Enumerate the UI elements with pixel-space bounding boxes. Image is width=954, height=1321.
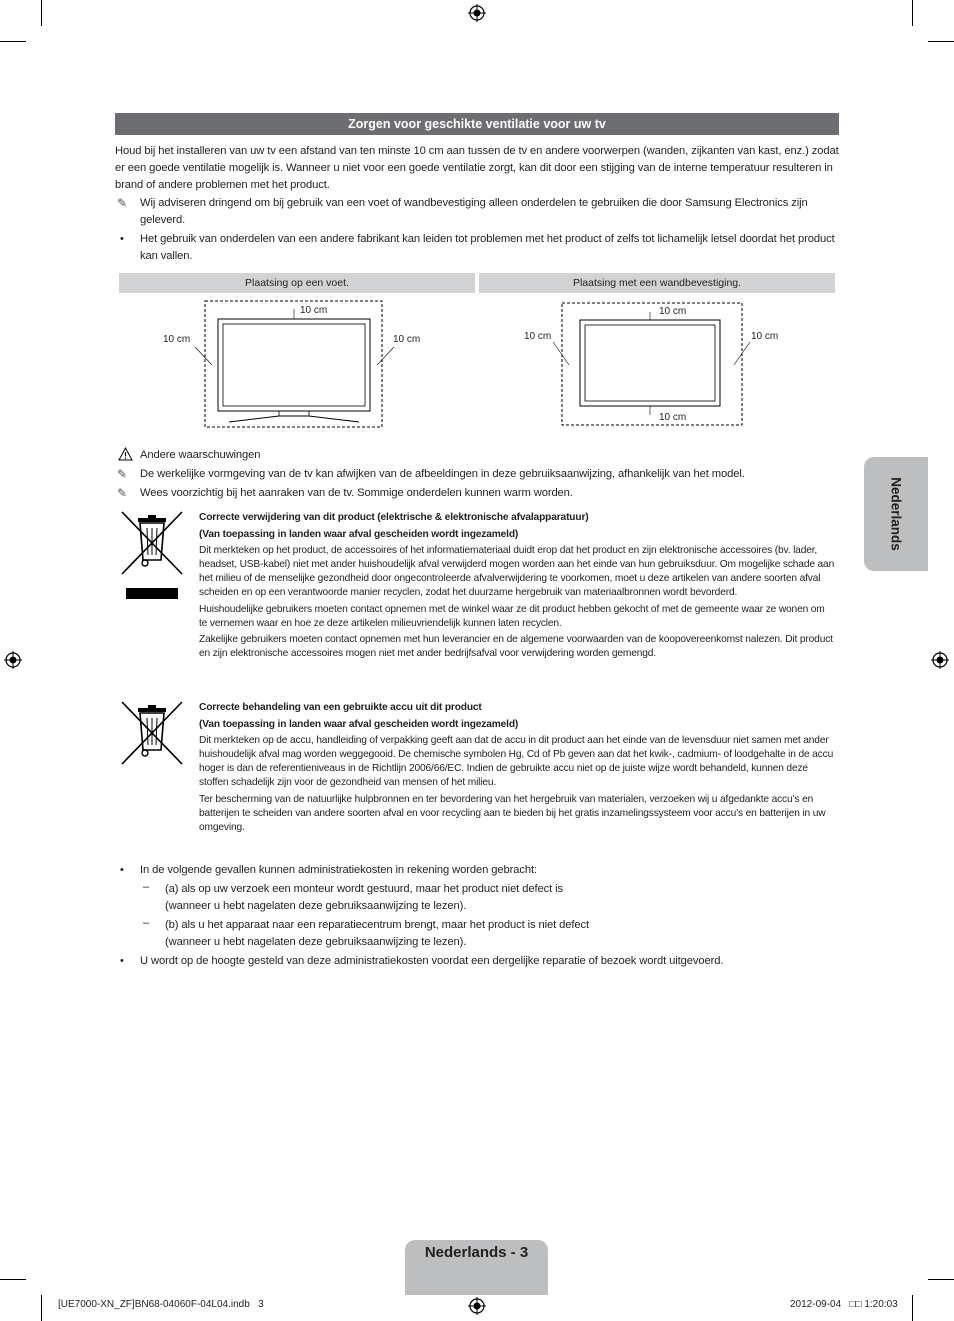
weee-subtitle: (Van toepassing in landen waar afval gescheiden wordt ingezameld)	[199, 529, 519, 540]
crop-mark	[928, 1279, 954, 1280]
note-icon: ✎	[117, 196, 128, 210]
language-tab-label: Nederlands	[888, 477, 904, 551]
crop-mark	[912, 0, 913, 26]
registration-mark-icon	[4, 651, 22, 669]
battery-section	[199, 700, 835, 835]
stand-diagram-title: Plaatsing op een voet.	[119, 273, 475, 293]
weee-paragraph: Huishoudelijke gebruikers moeten contact opnemen met de winkel waar ze dit product hebben gekocht of met de gemeente waar ze wonen om te vernemen waar en hoe ze deze artikelen milieuvriendelijk kunnen laten recyclen.	[199, 604, 825, 629]
clearance-label-right: 10 cm	[751, 331, 779, 342]
page-number: Nederlands - 3	[424, 1244, 529, 1261]
weee-paragraph: Zakelijke gebruikers moeten contact opnemen met hun leverancier en de algemene voorwaarden van de koopovereenkomst nalezen. Dit product en zijn elektronische accessoires mogen niet met ander bedrijfsafval voor verwijdering worden gemengd.	[199, 634, 833, 659]
battery-subtitle: (Van toepassing in landen waar afval gescheiden wordt ingezameld)	[199, 719, 519, 730]
crop-mark	[928, 41, 954, 42]
crop-mark	[912, 1295, 913, 1321]
costs-item: (b) als u het apparaat naar een reparatiecentrum brengt, maar het product is niet defect	[165, 919, 590, 931]
note-paragraph: Wij adviseren dringend om bij gebruik van een voet of wandbevestiging alleen onderdelen te gebruiken die door Samsung Electronics zijn geleverd.	[140, 197, 808, 226]
crop-mark	[41, 1295, 42, 1321]
wall-diagram-title: Plaatsing met een wandbevestiging.	[479, 273, 835, 293]
costs-item: (wanneer u hebt nagelaten deze gebruiksaanwijzing te lezen).	[165, 936, 467, 948]
registration-mark-icon	[468, 4, 486, 22]
weee-paragraph: Dit merkteken op het product, de accessoires of het informatiemateriaal duidt erop dat het product en zijn elektronische accessoires (bv. lader, headset, USB-kabel) niet met ander huishoudelijk afval verwijderd mogen worden aan het einde van hun gebruiksduur. Om mogelijke schade aan het milieu of de menselijke gezondheid door ongecontroleerde afvalverwijdering te voorkomen, moet u deze artikelen van andere soorten afval scheiden en op een verantwoorde manier recyclen, zodat het duurzame hergebruik van materiaalbronnen wordt bevorderd.	[199, 545, 835, 598]
warning-icon	[118, 447, 133, 461]
warnings-heading: Andere waarschuwingen	[140, 449, 261, 461]
bullet-icon: •	[120, 864, 124, 876]
costs-bullet: U wordt op de hoogte gesteld van deze administratiekosten voordat een dergelijke reparatie of bezoek wordt uitgevoerd.	[140, 955, 724, 967]
dash-icon: –	[143, 917, 150, 929]
bullet-icon: •	[120, 233, 124, 245]
note-icon: ✎	[117, 486, 128, 500]
weee-title: Correcte verwijdering van dit product (elektrische & elektronische afvalapparatuur)	[199, 512, 589, 523]
crop-mark	[0, 41, 26, 42]
battery-paragraph: Ter bescherming van de natuurlijke hulpbronnen en ter bevordering van het hergebruik van materialen, verzoeken wij u afgedankte accu’s en batterijen te scheiden van andere soorten afval en voor recycling aan te bieden bij het gratis inzamelingssysteem voor accu’s en batterijen in uw omgeving.	[199, 794, 826, 833]
dash-icon: –	[143, 881, 150, 893]
section-title: Zorgen voor geschikte ventilatie voor uw tv	[115, 113, 839, 135]
warning-note: De werkelijke vormgeving van de tv kan afwijken van de afbeeldingen in deze gebruiksaanwijzing, afhankelijk van het model.	[140, 468, 745, 480]
clearance-label-top: 10 cm	[300, 305, 328, 316]
battery-title: Correcte behandeling van een gebruikte accu uit dit product	[199, 702, 482, 713]
clearance-label-top: 10 cm	[659, 306, 687, 317]
bullet-paragraph: Het gebruik van onderdelen van een andere fabrikant kan leiden tot problemen met het product of zelfs tot lichamelijk letsel doordat het product kan vallen.	[140, 233, 835, 262]
battery-paragraph: Dit merkteken op de accu, handleiding of verpakking geeft aan dat de accu in dit product aan het einde van de levensduur niet samen met ander huishoudelijk afval mag worden weggegooid. De chemische symbolen Hg, Cd of Pb geven aan dat het kwik-, cadmium- of loodgehalte in de accu hoger is dan de referentieniveaus in de Richtlijn 2006/66/EC. Indien de gebruikte accu niet op de juiste wijze wordt behandeld, kunnen deze stoffen schadelijk zijn voor de gezondheid van mensen of het milieu.	[199, 735, 834, 788]
bullet-icon: •	[120, 955, 124, 967]
print-file-info: [UE7000-XN_ZF]BN68-04060F-04L04.indb 3	[58, 1299, 264, 1310]
costs-item: (wanneer u hebt nagelaten deze gebruiksaanwijzing te lezen).	[165, 900, 467, 912]
note-icon: ✎	[117, 467, 128, 481]
intro-paragraph: Houd bij het installeren van uw tv een afstand van ten minste 10 cm aan tussen de tv en andere voorwerpen (wanden, zijkanten van kast, enz.) zodat er een goede ventilatie mogelijk is. Wanneer u niet voor een goede ventilatie zorgt, kan dit door een stijging van de interne temperatuur resulteren in brand of andere problemen met het product.	[115, 145, 839, 191]
crop-mark	[0, 1279, 26, 1280]
costs-bullet: In de volgende gevallen kunnen administratiekosten in rekening worden gebracht:	[140, 864, 537, 876]
stand-diagram	[119, 295, 475, 430]
clearance-label-bottom: 10 cm	[659, 412, 687, 423]
clearance-label-right: 10 cm	[393, 334, 421, 345]
wall-diagram	[479, 295, 835, 430]
clearance-label-left: 10 cm	[524, 331, 552, 342]
warning-note: Wees voorzichtig bij het aanraken van de tv. Sommige onderdelen kunnen warm worden.	[140, 487, 573, 499]
print-date-info: 2012-09-04 □□ 1:20:03	[790, 1299, 898, 1310]
clearance-label-left: 10 cm	[163, 334, 191, 345]
crossed-out-bin-icon	[120, 700, 184, 768]
weee-section	[199, 510, 835, 661]
registration-mark-icon	[931, 651, 949, 669]
crop-mark	[41, 0, 42, 26]
registration-mark-icon	[468, 1297, 486, 1315]
crossed-out-bin-icon	[120, 510, 184, 602]
costs-item: (a) als op uw verzoek een monteur wordt gestuurd, maar het product niet defect is	[165, 883, 563, 895]
